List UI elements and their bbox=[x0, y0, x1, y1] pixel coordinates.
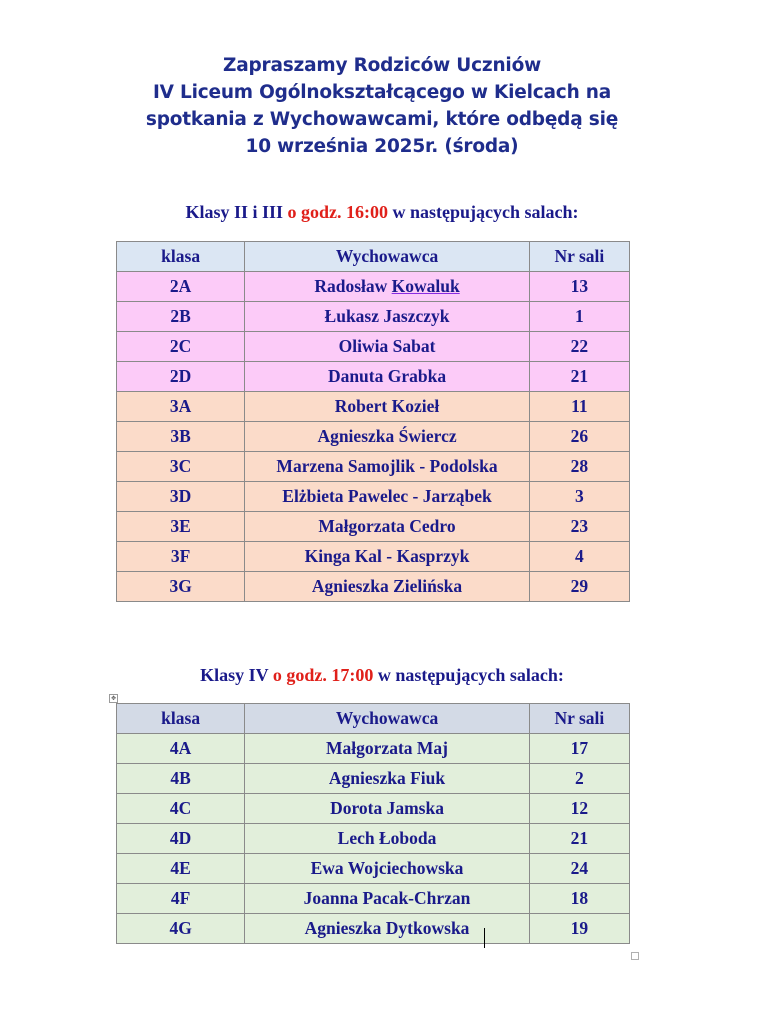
room-cell: 1 bbox=[529, 302, 629, 332]
teacher-cell bbox=[245, 272, 530, 302]
room-cell: 28 bbox=[529, 452, 629, 482]
teacher-cell: Danuta Grabka bbox=[245, 362, 530, 392]
class-cell: 3E bbox=[117, 512, 245, 542]
schedule-table-2 bbox=[116, 703, 630, 944]
room-cell: 18 bbox=[529, 884, 629, 914]
move-handle-icon[interactable]: ✥ bbox=[110, 695, 117, 702]
class-cell: 4D bbox=[117, 824, 245, 854]
header-line-3: spotkania z Wychowawcami, które odbędą się bbox=[145, 109, 619, 130]
header-line-4: 10 września 2025r. (środa) bbox=[245, 136, 519, 157]
section2-time: o godz. 17:00 bbox=[272, 665, 374, 685]
table-row bbox=[117, 272, 630, 302]
table-row bbox=[117, 794, 630, 824]
room-cell: 29 bbox=[529, 572, 629, 602]
section2-subtitle bbox=[0, 665, 764, 686]
class-cell: 4B bbox=[117, 764, 245, 794]
header-line-2: IV Liceum Ogólnokształcącego w Kielcach na bbox=[152, 82, 612, 103]
table-row bbox=[117, 884, 630, 914]
class-cell: 2A bbox=[117, 272, 245, 302]
class-cell: 4C bbox=[117, 794, 245, 824]
class-cell: 4A bbox=[117, 734, 245, 764]
class-cell: 4G bbox=[117, 914, 245, 944]
table-row bbox=[117, 734, 630, 764]
column-header-nr-sali: Nr sali bbox=[529, 242, 629, 272]
section1-subtitle bbox=[0, 202, 764, 223]
teacher-cell: Oliwia Sabat bbox=[245, 332, 530, 362]
class-cell: 4F bbox=[117, 884, 245, 914]
teacher-cell: Łukasz Jaszczyk bbox=[245, 302, 530, 332]
class-cell: 3D bbox=[117, 482, 245, 512]
class-cell: 3G bbox=[117, 572, 245, 602]
table-row bbox=[117, 854, 630, 884]
table-row bbox=[117, 542, 630, 572]
room-cell: 23 bbox=[529, 512, 629, 542]
class-cell: 3F bbox=[117, 542, 245, 572]
teacher-cell: Małgorzata Cedro bbox=[245, 512, 530, 542]
class-cell: 2B bbox=[117, 302, 245, 332]
room-cell: 12 bbox=[529, 794, 629, 824]
teacher-cell: Ewa Wojciechowska bbox=[245, 854, 530, 884]
teacher-cell: Małgorzata Maj bbox=[245, 734, 530, 764]
teacher-cell: Lech Łoboda bbox=[245, 824, 530, 854]
room-cell: 21 bbox=[529, 362, 629, 392]
teacher-cell: Robert Kozieł bbox=[245, 392, 530, 422]
table-row bbox=[117, 362, 630, 392]
column-header-nr-sali: Nr sali bbox=[529, 704, 629, 734]
table-row bbox=[117, 452, 630, 482]
room-cell: 11 bbox=[529, 392, 629, 422]
table-row bbox=[117, 572, 630, 602]
room-cell: 21 bbox=[529, 824, 629, 854]
table-row bbox=[117, 512, 630, 542]
table-row bbox=[117, 332, 630, 362]
teacher-cell: Kinga Kal - Kasprzyk bbox=[245, 542, 530, 572]
class-cell: 3A bbox=[117, 392, 245, 422]
room-cell: 26 bbox=[529, 422, 629, 452]
teacher-cell: Marzena Samojlik - Podolska bbox=[245, 452, 530, 482]
teacher-cell: Joanna Pacak-Chrzan bbox=[245, 884, 530, 914]
room-cell: 4 bbox=[529, 542, 629, 572]
table-header-row bbox=[117, 242, 630, 272]
table-row bbox=[117, 824, 630, 854]
class-cell: 2D bbox=[117, 362, 245, 392]
teacher-cell: Elżbieta Pawelec - Jarząbek bbox=[245, 482, 530, 512]
section1-time: o godz. 16:00 bbox=[287, 202, 389, 222]
table-row bbox=[117, 914, 630, 944]
room-cell: 22 bbox=[529, 332, 629, 362]
header-line-1: Zapraszamy Rodziców Uczniów bbox=[223, 55, 541, 76]
resize-handle-icon[interactable] bbox=[631, 952, 639, 960]
room-cell: 2 bbox=[529, 764, 629, 794]
table-row bbox=[117, 302, 630, 332]
section2-prefix: Klasy IV bbox=[200, 665, 273, 685]
table-row bbox=[117, 482, 630, 512]
room-cell: 24 bbox=[529, 854, 629, 884]
teacher-cell: Agnieszka Dytkowska bbox=[245, 914, 530, 944]
teacher-cell: Dorota Jamska bbox=[245, 794, 530, 824]
invitation-header bbox=[0, 52, 764, 160]
column-header-klasa: klasa bbox=[117, 242, 245, 272]
text-cursor bbox=[484, 928, 485, 948]
class-cell: 3C bbox=[117, 452, 245, 482]
room-cell: 17 bbox=[529, 734, 629, 764]
table-row bbox=[117, 764, 630, 794]
room-cell: 13 bbox=[529, 272, 629, 302]
teacher-first-name: Radosław bbox=[314, 276, 392, 296]
table-header-row bbox=[117, 704, 630, 734]
section1-suffix: w następujących salach: bbox=[388, 202, 579, 222]
class-cell: 4E bbox=[117, 854, 245, 884]
section1-prefix: Klasy II i III bbox=[185, 202, 288, 222]
column-header-wychowawca: Wychowawca bbox=[245, 704, 530, 734]
room-cell: 3 bbox=[529, 482, 629, 512]
schedule-table-1 bbox=[116, 241, 630, 602]
column-header-klasa: klasa bbox=[117, 704, 245, 734]
class-cell: 2C bbox=[117, 332, 245, 362]
class-cell: 3B bbox=[117, 422, 245, 452]
column-header-wychowawca: Wychowawca bbox=[245, 242, 530, 272]
table-row bbox=[117, 392, 630, 422]
room-cell: 19 bbox=[529, 914, 629, 944]
section2-suffix: w następujących salach: bbox=[373, 665, 564, 685]
teacher-cell: Agnieszka Zielińska bbox=[245, 572, 530, 602]
table-row bbox=[117, 422, 630, 452]
teacher-cell: Agnieszka Świercz bbox=[245, 422, 530, 452]
teacher-last-name-spellcheck[interactable]: Kowaluk bbox=[391, 276, 460, 296]
teacher-cell: Agnieszka Fiuk bbox=[245, 764, 530, 794]
